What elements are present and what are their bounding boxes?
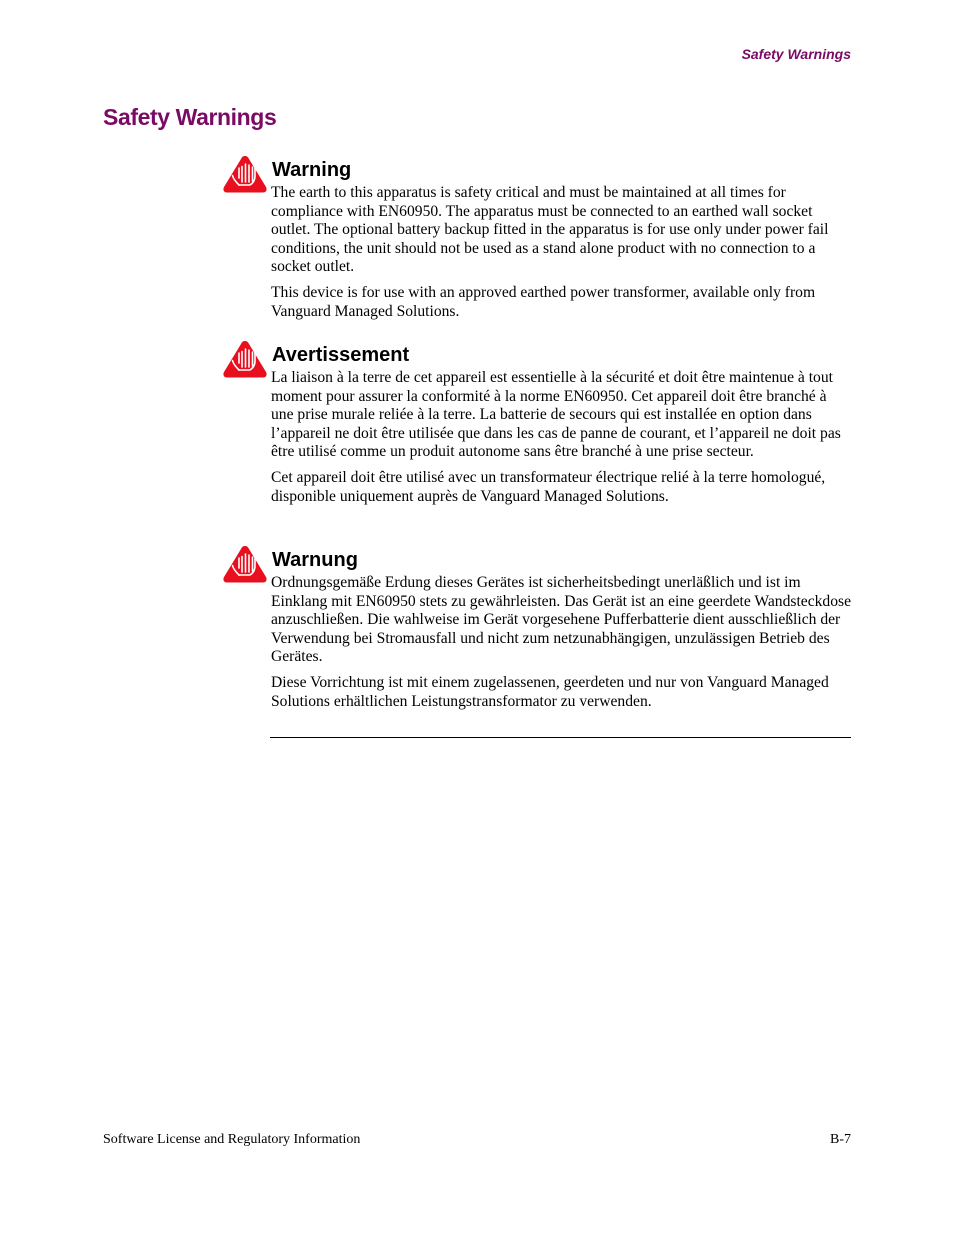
section-paragraph: This device is for use with an approved earthed power transformer, available only from Vanguard Managed Solutions. — [271, 283, 816, 320]
warning-hand-icon — [222, 339, 268, 379]
footer-document-title: Software License and Regulatory Information — [103, 1132, 361, 1147]
section-heading: Avertissement — [272, 344, 410, 366]
warning-hand-icon — [222, 154, 268, 194]
warning-section-en — [222, 154, 852, 321]
section-paragraph: Diese Vorrichtung ist mit einem zugelassenen, geerdeten und nur von Vanguard Managed Solutions erhältlichen Leistungstransformator zu verwenden. — [271, 673, 829, 710]
warning-section-de — [222, 544, 852, 711]
running-header: Safety Warnings — [741, 46, 851, 62]
warning-section-fr — [222, 339, 852, 506]
section-heading: Warnung — [272, 549, 358, 571]
warning-hand-icon — [222, 544, 268, 584]
section-end-rule — [270, 737, 851, 738]
section-paragraph: La liaison à la terre de cet appareil est essentielle à la sécurité et doit être maintenue à tout moment pour assurer la conformité à la norme EN60950. Cet appareil doit être branché à une prise murale reliée à la terre. La batterie de secours qui est installée en option dans l’appareil ne doit être utilisée que dans les cas de panne de courant, et l’appareil ne doit pas être utilisé comme un produit autonome sans être branché à une prise secteur. — [271, 369, 841, 461]
page-title: Safety Warnings — [103, 104, 277, 130]
section-heading: Warning — [272, 159, 352, 181]
section-paragraph: Cet appareil doit être utilisé avec un transformateur électrique relié à la terre homologué, disponible uniquement auprès de Vanguard Managed Solutions. — [271, 468, 826, 505]
section-paragraph: Ordnungsgemäße Erdung dieses Gerätes ist sicherheitsbedingt unerläßlich und ist im Einklang mit EN60950 stets zu gewährleisten. Das Gerät ist an eine geerdete Wandsteckdose anzuschließen. Die wahlweise im Gerät vorgesehene Pufferbatterie dient ausschließlich der Verwendung bei Stromausfall und nicht zum netzunabhängigen, unzulässigen Betrieb des Gerätes. — [271, 574, 852, 666]
section-paragraph: The earth to this apparatus is safety critical and must be maintained at all times for compliance with EN60950. The apparatus must be connected to an earthed wall socket outlet. The optional battery backup fitted in the apparatus is for use only under power fail conditions, the unit should not be used as a stand alone product with no connection to a socket outlet. — [271, 184, 829, 276]
footer-page-number: B-7 — [830, 1132, 851, 1147]
